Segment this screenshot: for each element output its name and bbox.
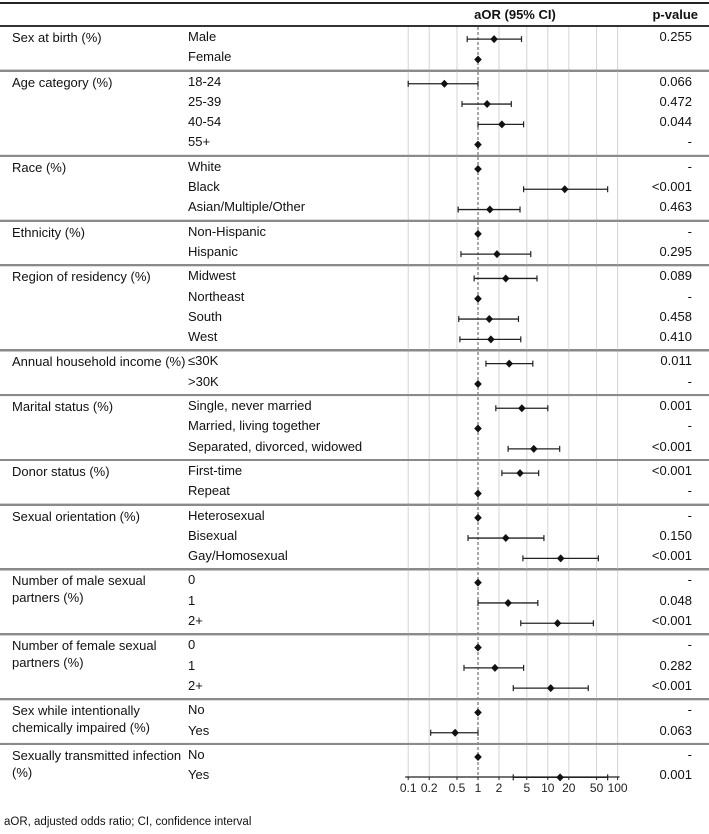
level-label: Hispanic [188, 243, 238, 259]
level-label: 0 [188, 637, 196, 653]
table-row [0, 197, 709, 217]
p-value: - [687, 746, 692, 762]
category-label: Number of female sexual partners (%) [12, 638, 157, 671]
table-group [0, 506, 709, 571]
level-label: Male [188, 29, 217, 44]
p-value: - [687, 637, 692, 653]
level-label: 1 [188, 657, 196, 673]
table-row [0, 656, 709, 676]
table-group [0, 266, 709, 351]
level-label: 0 [188, 572, 196, 588]
category-label: Sexually transmitted infection (%) [12, 747, 182, 780]
p-value: - [687, 158, 692, 174]
p-value: 0.150 [659, 527, 692, 543]
p-value: 0.089 [659, 268, 692, 284]
level-label: Married, living together [188, 418, 321, 434]
p-value: <0.001 [651, 179, 692, 195]
level-label: Yes [188, 767, 210, 783]
aor-column-header: aOR (95% CI) [474, 7, 556, 22]
p-value: - [687, 418, 692, 434]
table-row [0, 72, 709, 92]
p-value: 0.255 [659, 29, 692, 44]
table-row [0, 157, 709, 177]
x-axis-tick-label: 5 [523, 781, 531, 795]
table-row [0, 611, 709, 631]
table-group [0, 396, 709, 461]
table-row [0, 570, 709, 590]
category-label: Race (%) [12, 159, 67, 175]
x-axis-tick-label: 20 [562, 781, 576, 795]
table-row [0, 92, 709, 112]
table-row [0, 745, 709, 765]
table-row [0, 266, 709, 286]
p-value: 0.044 [659, 114, 692, 130]
footnote: aOR, adjusted odds ratio; CI, confidence interval [4, 816, 252, 828]
category-label: Sex at birth (%) [12, 30, 102, 45]
level-label: Midwest [188, 268, 236, 284]
p-value: 0.001 [659, 767, 692, 783]
level-label: No [188, 702, 205, 718]
x-axis-tick-label: 2 [495, 781, 503, 795]
level-label: Bisexual [188, 527, 238, 543]
p-value: - [687, 223, 692, 239]
table-row [0, 242, 709, 262]
category-label: Sex while intentionally chemically impaired (%) [12, 703, 150, 736]
p-value: <0.001 [651, 613, 692, 629]
table-group [0, 635, 709, 700]
table-row [0, 112, 709, 132]
p-value: - [687, 483, 692, 499]
category-label: Donor status (%) [12, 463, 110, 479]
category-label: Annual household income (%) [12, 354, 186, 370]
p-value: <0.001 [651, 462, 692, 478]
table-row [0, 526, 709, 546]
table-row [0, 47, 709, 67]
table-row [0, 591, 709, 611]
table-row [0, 700, 709, 720]
level-label: 2+ [188, 677, 203, 693]
x-axis-tick-label: 100 [607, 781, 628, 795]
x-axis-tick-label: 1 [474, 781, 482, 795]
level-label: Separated, divorced, widowed [188, 438, 363, 454]
table-group [0, 461, 709, 506]
table-row [0, 461, 709, 481]
p-value: 0.463 [659, 199, 692, 215]
level-label: First-time [188, 462, 243, 478]
table-group [0, 570, 709, 635]
p-value: - [687, 572, 692, 588]
table-row [0, 481, 709, 501]
p-value: - [687, 373, 692, 389]
table-row [0, 721, 709, 741]
p-value: 0.458 [659, 308, 692, 324]
level-label: Non-Hispanic [188, 223, 267, 239]
table-group [0, 27, 709, 72]
level-label: 25-39 [188, 93, 222, 109]
p-value: <0.001 [651, 548, 692, 564]
p-value: 0.063 [659, 722, 692, 738]
table-group [0, 745, 709, 790]
category-label: Sexual orientation (%) [12, 508, 140, 524]
table-group [0, 72, 709, 157]
table-row [0, 222, 709, 242]
level-label: Gay/Homosexual [188, 548, 288, 564]
p-value: 0.282 [659, 657, 692, 673]
table-row [0, 327, 709, 347]
level-label: 40-54 [188, 114, 222, 130]
level-label: 1 [188, 592, 196, 608]
table-row [0, 351, 709, 371]
level-label: West [188, 329, 218, 345]
level-label: 18-24 [188, 73, 222, 89]
level-label: South [188, 308, 222, 324]
table-row [0, 132, 709, 152]
p-value: - [687, 702, 692, 718]
x-axis-tick-label: 10 [541, 781, 555, 795]
p-value: 0.066 [659, 73, 692, 89]
level-label: Female [188, 49, 232, 65]
x-axis-tick-label: 0.1 [399, 781, 417, 795]
category-label: Marital status (%) [12, 399, 114, 415]
category-label: Age category (%) [12, 74, 113, 90]
p-value: 0.001 [659, 398, 692, 414]
level-label: ≤30K [188, 353, 219, 369]
p-value: - [687, 288, 692, 304]
p-value: <0.001 [651, 438, 692, 454]
table-row [0, 27, 709, 47]
table-group [0, 700, 709, 745]
category-label: Ethnicity (%) [12, 224, 85, 240]
x-axis-tick-label: 0.5 [448, 781, 466, 795]
category-label: Region of residency (%) [12, 269, 151, 285]
table-row [0, 437, 709, 457]
table-row [0, 416, 709, 436]
level-label: >30K [188, 373, 219, 389]
table-group [0, 222, 709, 267]
level-label: 55+ [188, 134, 211, 150]
level-label: White [188, 158, 222, 174]
level-label: Asian/Multiple/Other [188, 199, 306, 215]
p-value: - [687, 134, 692, 150]
p-value: 0.410 [659, 329, 692, 345]
table-row [0, 765, 709, 785]
x-axis-tick-label: 50 [589, 781, 604, 795]
table-group [0, 351, 709, 396]
table-row [0, 676, 709, 696]
x-axis-tick-label: 0.2 [420, 781, 438, 795]
level-label: Single, never married [188, 398, 312, 414]
level-label: Black [188, 179, 220, 195]
table-row [0, 307, 709, 327]
p-value: 0.472 [659, 93, 692, 109]
p-value: <0.001 [651, 677, 692, 693]
table-row [0, 506, 709, 526]
pvalue-column-header: p-value [652, 7, 698, 22]
table-row [0, 396, 709, 416]
table-row [0, 372, 709, 392]
level-label: Repeat [188, 483, 230, 499]
p-value: 0.048 [659, 592, 692, 608]
table-row [0, 287, 709, 307]
p-value: 0.295 [659, 243, 692, 259]
p-value: - [687, 507, 692, 523]
level-label: Yes [188, 722, 210, 738]
table-row [0, 546, 709, 566]
table-row [0, 177, 709, 197]
level-label: Northeast [188, 288, 245, 304]
table-row [0, 635, 709, 655]
level-label: Heterosexual [188, 507, 265, 523]
p-value: 0.011 [660, 353, 692, 369]
level-label: No [188, 746, 205, 762]
level-label: 2+ [188, 613, 203, 629]
category-label: Number of male sexual partners (%) [12, 573, 146, 606]
table-group [0, 157, 709, 222]
results-table [0, 27, 709, 789]
table-header [0, 4, 709, 25]
